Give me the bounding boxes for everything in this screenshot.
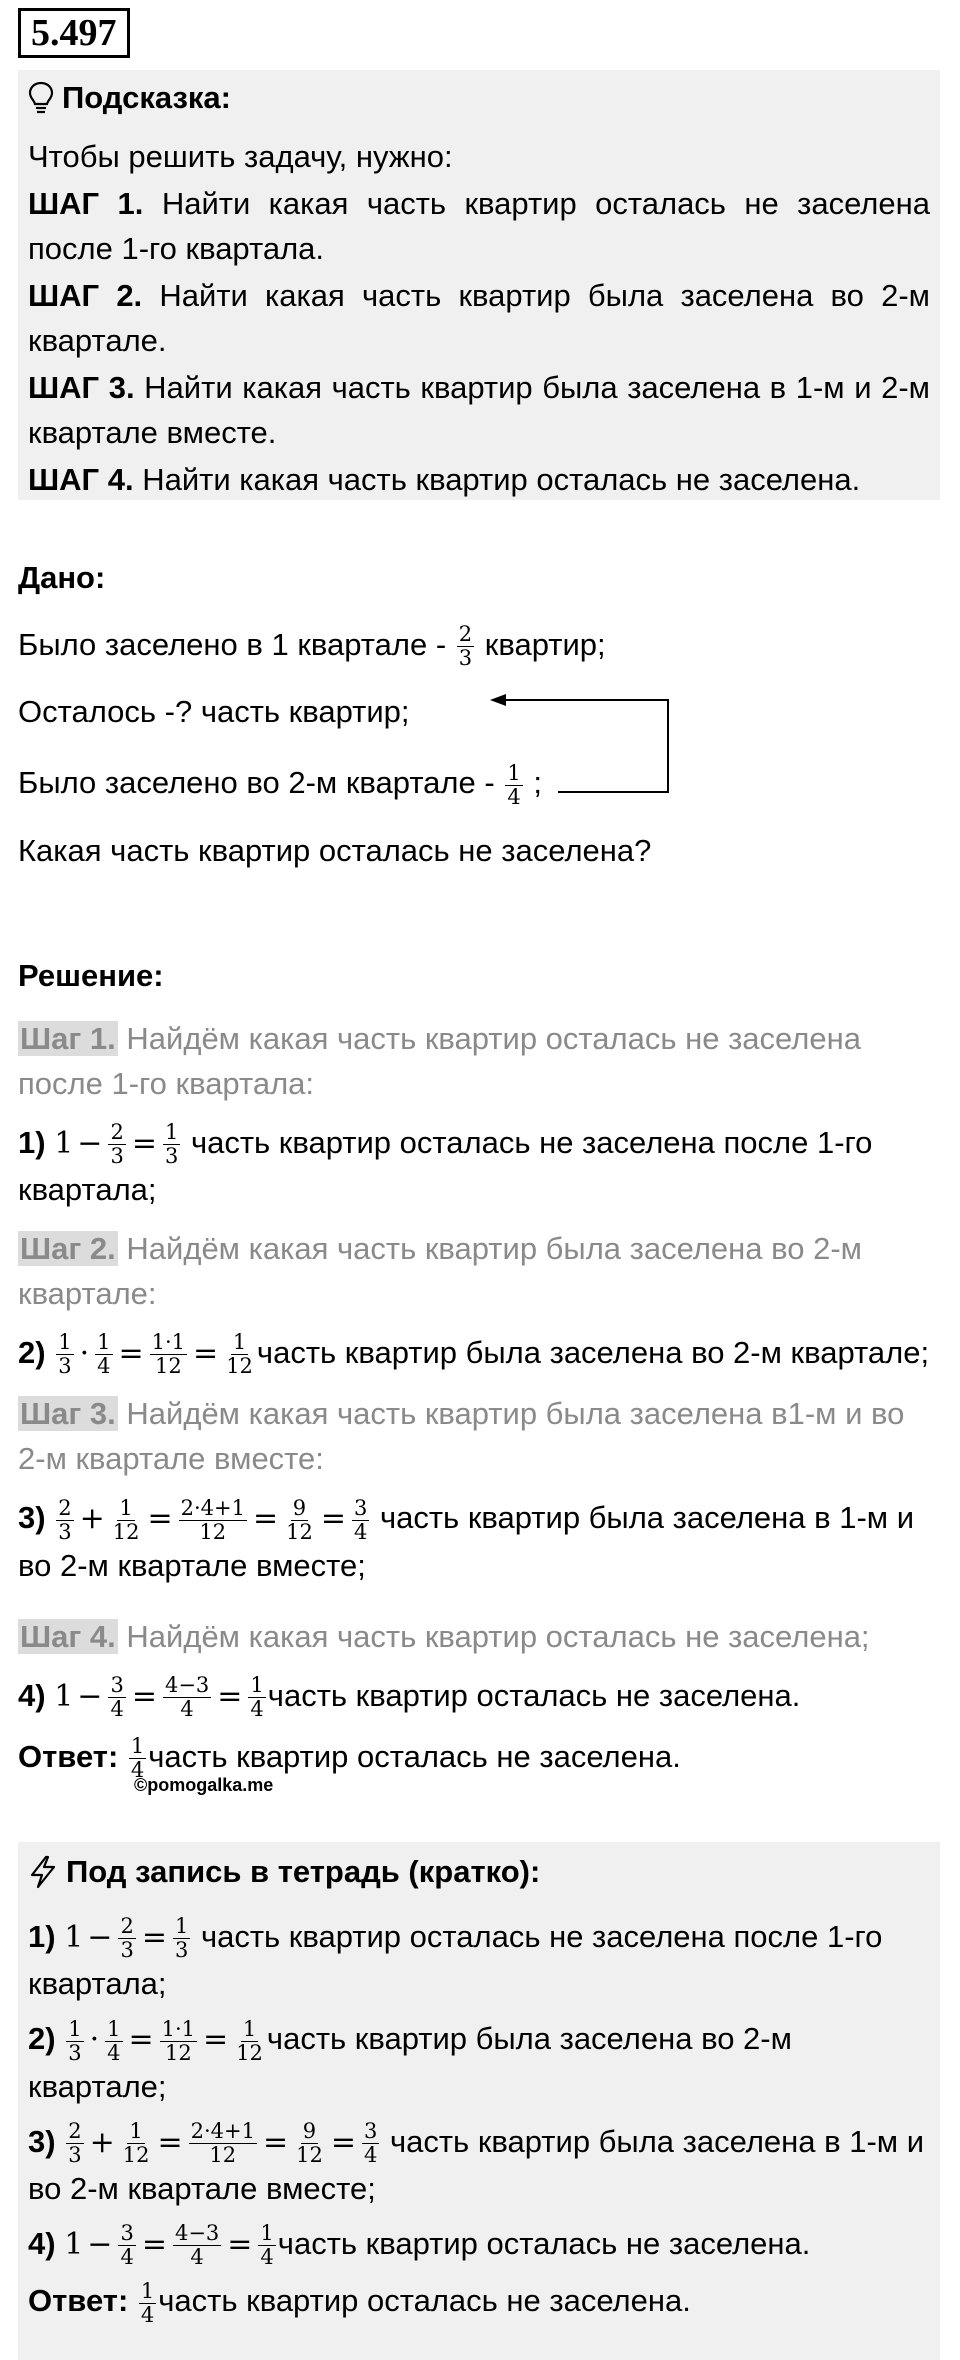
hint-title: Подсказка: <box>62 80 231 115</box>
notes-equation-1: 1) 1 − $\frac{2}{3}$ = $\frac{1}{3}$ часть квартир осталась не заселена после 1-го квартала; <box>28 1914 883 2002</box>
notes-header <box>28 1850 930 1895</box>
hint-step-1: ШАГ 1. Найти какая часть квартир осталась не заселена после 1-го квартала. <box>28 185 930 266</box>
hint-step-3: ШАГ 3. Найти какая часть квартир была заселена в 1-м и 2-м квартале вместе. <box>28 369 930 450</box>
notes-title: Под запись в тетрадь (кратко): <box>66 1854 541 1889</box>
solution-step-4: Шаг 4. Найдём какая часть квартир осталась не заселена; <box>20 1618 870 1654</box>
solution-step-3: Шаг 3. Найдём какая часть квартир была заселена в1-м и во 2-м квартале вместе: <box>18 1396 905 1477</box>
watermark: ©pomogalka.me <box>134 1775 274 1796</box>
given-line-1: Было заселено в 1 квартале - $\frac{2}{3}$ квартир; <box>18 622 606 671</box>
equation-2: 2) $\frac{1}{3}$ · $\frac{1}{4}$ = $\frac{1\cdot 1}{12}$ = $\frac{1}{12}$ часть квартир была заселена во 2-м квартале; <box>18 1330 930 1379</box>
notes-equation-4: 4) 1 − $\frac{3}{4}$ = $\frac{4-3}{4}$ = $\frac{1}{4}$ часть квартир осталась не заселена. <box>28 2221 811 2270</box>
hint-step-4: ШАГ 4. Найти какая часть квартир осталась не заселена. <box>28 461 861 497</box>
notes-panel <box>18 1842 940 2360</box>
solution-answer: Ответ: $\frac{1}{4}$ часть квартир осталась не заселена. <box>18 1734 681 1783</box>
hint-step-2: ШАГ 2. Найти какая часть квартир была заселена во 2-м квартале. <box>28 277 930 358</box>
equation-4: 4) 1 − $\frac{3}{4}$ = $\frac{4-3}{4}$ = $\frac{1}{4}$ часть квартир осталась не заселена. <box>18 1672 801 1721</box>
given-section <box>18 556 940 874</box>
fraction: $\frac{2}{3}$ <box>458 622 473 671</box>
arrow-connector <box>488 692 678 802</box>
hint-intro: Чтобы решить задачу, нужно: <box>28 138 453 174</box>
notes-equation-2: 2) $\frac{1}{3}$ · $\frac{1}{4}$ = $\frac{1\cdot 1}{12}$ = $\frac{1}{12}$ часть квартир была заселена во 2-м квартале; <box>28 2016 792 2104</box>
equation-1: 1) 1 − $\frac{2}{3}$ = $\frac{1}{3}$ часть квартир осталась не заселена после 1-го квартала; <box>18 1120 873 1208</box>
given-question: Какая часть квартир осталась не заселена? <box>18 832 652 868</box>
lightbulb-icon <box>28 81 54 115</box>
problem-number: 5.497 <box>18 8 130 58</box>
given-line-3: Было заселено во 2-м квартале - $\frac{1}{4}$ ; <box>18 760 542 809</box>
solution-step-2: Шаг 2. Найдём какая часть квартир была заселена во 2-м квартале: <box>18 1231 862 1312</box>
equation-3: 3) $\frac{2}{3}$ + $\frac{1}{12}$ = $\frac{2\cdot 4+1}{12}$ = $\frac{9}{12}$ = $\frac{3}{4}$ часть квартир была заселена в 1-м и во 2-м квартале вместе; <box>18 1495 915 1583</box>
solution-title: Решение: <box>18 958 164 993</box>
given-title: Дано: <box>18 560 106 595</box>
solution-section <box>18 954 940 1799</box>
hint-panel <box>18 70 940 500</box>
given-line-2: Осталось -? часть квартир; <box>18 694 410 730</box>
solution-step-1: Шаг 1. Найдём какая часть квартир осталась не заселена после 1-го квартала: <box>18 1020 861 1101</box>
fraction: $\frac{1}{4}$ <box>507 760 521 809</box>
hint-header <box>28 76 930 121</box>
lightning-icon <box>28 1855 58 1889</box>
notes-equation-3: 3) $\frac{2}{3}$ + $\frac{1}{12}$ = $\frac{2\cdot 4+1}{12}$ = $\frac{9}{12}$ = $\frac{3}{4}$ часть квартир была заселена в 1-м и во 2-м квартале вместе; <box>28 2118 925 2207</box>
notes-answer: Ответ: $\frac{1}{4}$ часть квартир осталась не заселена. <box>28 2278 691 2327</box>
